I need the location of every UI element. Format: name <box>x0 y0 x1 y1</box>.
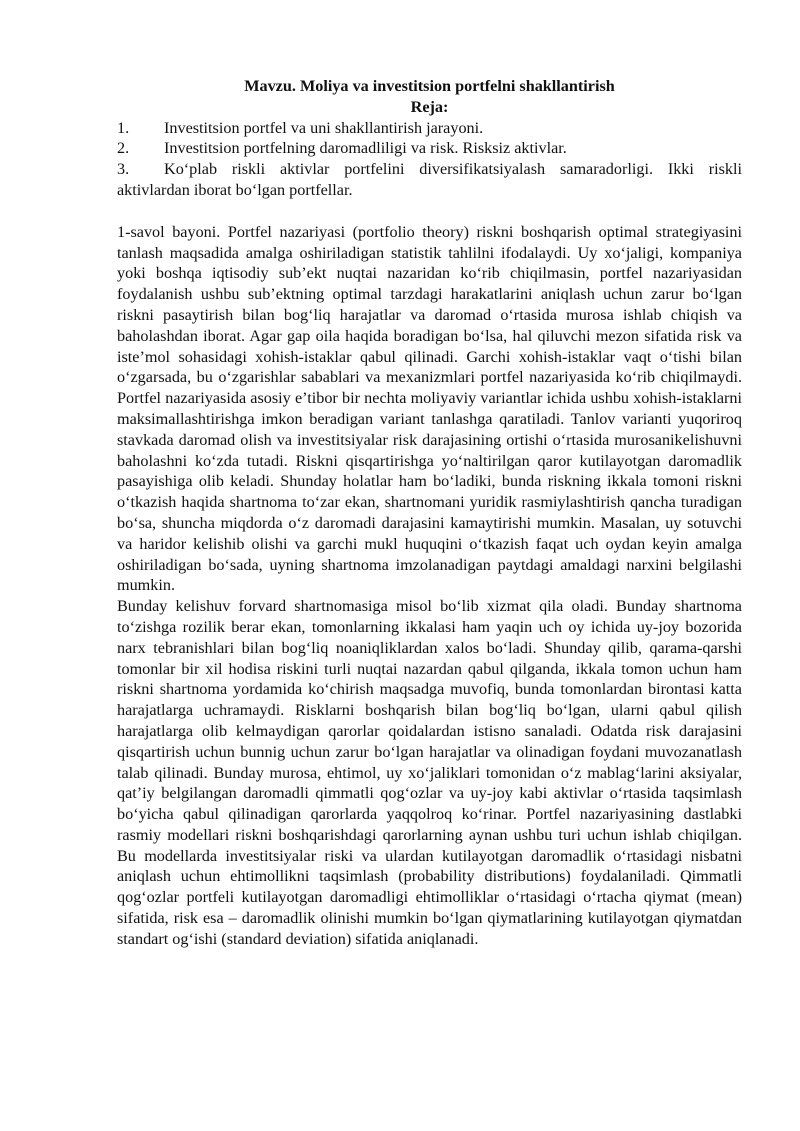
plan-item-number: 3. <box>117 160 130 179</box>
plan-item-text: Investitsion portfel va uni shakllantirish jarayoni. <box>164 118 484 137</box>
plan-list <box>117 118 742 201</box>
body-paragraph: 1-savol bayoni. Portfel nazariyasi (portfolio theory) riskni boshqarish optimal strategiyasini tanlash maqsadida amalga oshiriladigan statistik tahlilni ifodalaydi. Uy xo‘jaligi, kompaniya yoki boshqa iqtisodiy sub’ekt nuqtai nazaridan ko‘rib chiqilmasin, portfel nazariyasidan foydalanish ushbu sub’ektning optimal tarzdagi harakatlarini aniqlash uchun zarur bo‘lgan riskni pasaytirish bilan bog‘liq harajatlar va daromad o‘rtasida murosa ishlab chiqish va baholashdan iborat. Agar gap oila haqida boradigan bo‘lsa, hal qiluvchi mezon sifatida risk va iste’mol sohasidagi xohish-istaklar qabul qilinadi. Garchi xohish-istaklar vaqt o‘tishi bilan o‘zgarsada, bu o‘zgarishlar sabablari va mexanizmlari portfel nazariyasida ko‘rib chiqilmaydi. Portfel nazariyasida asosiy e’tibor bir nechta moliyaviy variantlar ichida ushbu xohish-istaklarni maksimallashtirishga imkon beradigan variant tanlashga qaratiladi. Tanlov varianti yuqoriroq stavkada daromad olish va investitsiyalar risk darajasining ortishi o‘rtasida murosanikelishuvni baholashni ko‘zda tutadi. Riskni qisqartirishga yo‘naltirilgan qaror kutilayotgan daromadlik pasayishiga olib keladi. Shunday holatlar ham bo‘ladiki, bunda riskning ikkala tomoni riskni o‘tkazish haqida shartnoma to‘zar ekan, shartnomani yuridik rasmiylashtirish qancha turadigan bo‘sa, shuncha miqdorda o‘z daromadi darajasini kamaytirishi mumkin. Masalan, uy sotuvchi va haridor kelishib olishi va garchi mukl huquqini o‘tkazish faqat uch oydan keyin amalga oshiriladigan bo‘sada, uyning shartnoma imzolanadigan paytdagi amaldagi narxini belgilashi mumkin. <box>117 222 742 595</box>
document-title: Mavzu. Moliya va investitsion portfelni shakllantirish <box>244 77 615 95</box>
plan-item-number: 1. <box>117 118 130 137</box>
plan-item <box>117 159 742 201</box>
plan-item <box>117 138 742 159</box>
plan-item-number: 2. <box>117 139 130 158</box>
plan-heading: Reja: <box>410 97 449 116</box>
plan-item-text: Ko‘plab riskli aktivlar portfelini diversifikatsiyalash samaradorligi. Ikki riskli aktivlardan iborat bo‘lgan portfellar. <box>117 160 742 199</box>
section-spacer <box>117 201 742 222</box>
plan-item <box>117 118 742 139</box>
body-paragraph: Bunday kelishuv forvard shartnomasiga misol bo‘lib xizmat qila oladi. Bunday shartnoma to‘zishga rozilik berar ekan, tomonlarning ikkalasi ham yaqin uch oy ichida uy-joy bozorida narx tebranishlari bilan bog‘liq noaniqliklardan xalos bo‘ladi. Shunday qilib, qarama-qarshi tomonlar bir xil hodisa riskini turli nuqtai nazardan qabul qilganda, ikkala tomon uchun ham riskni shartnoma yordamida ko‘chirish maqsadga muvofiq, bunda tomonlardan birontasi katta harajatlarga uchramaydi. Risklarni boshqarish bilan bog‘liq bo‘lgan, ularni qabul qilish harajatlarga olib kelmaydigan qarorlar qoidalardan istisno sanaladi. Odatda risk darajasini qisqartirish uchun bunnig uchun zarur bo‘lgan harajatlar va olinadigan foydani muvozanatlash talab qilinadi. Bunday murosa, ehtimol, uy xo‘jaliklari tomonidan o‘z mablag‘larini aksiyalar, qat’iy belgilangan daromadli qimmatli qog‘ozlar va uy-joy kabi aktivlar o‘rtasida taqsimlash bo‘yicha qabul qilinadigan qarorlarda yaqqolroq ko‘rinar. Portfel nazariyasining dastlabki rasmiy modellari riskni boshqarishdagi qarorlarning aynan ushbu turi uchun ishlab chiqilgan. Bu modellarda investitsiyalar riski va ulardan kutilayotgan daromadlik o‘rtasidagi nisbatni aniqlash uchun ehtimollikni taqsimlash (probability distributions) foydalaniladi. Qimmatli qog‘ozlar portfeli kutilayotgan daromadligi ehtimolliklar o‘rtasidagi o‘rtacha qiymat (mean) sifatida, risk esa – daromadlik olinishi mumkin bo‘lgan qiymatlarining kutilayotgan qiymatdan standart og‘ishi (standard deviation) sifatida aniqlanadi. <box>117 597 742 948</box>
plan-item-text: Investitsion portfelning daromadliligi va risk. Risksiz aktivlar. <box>164 139 567 158</box>
